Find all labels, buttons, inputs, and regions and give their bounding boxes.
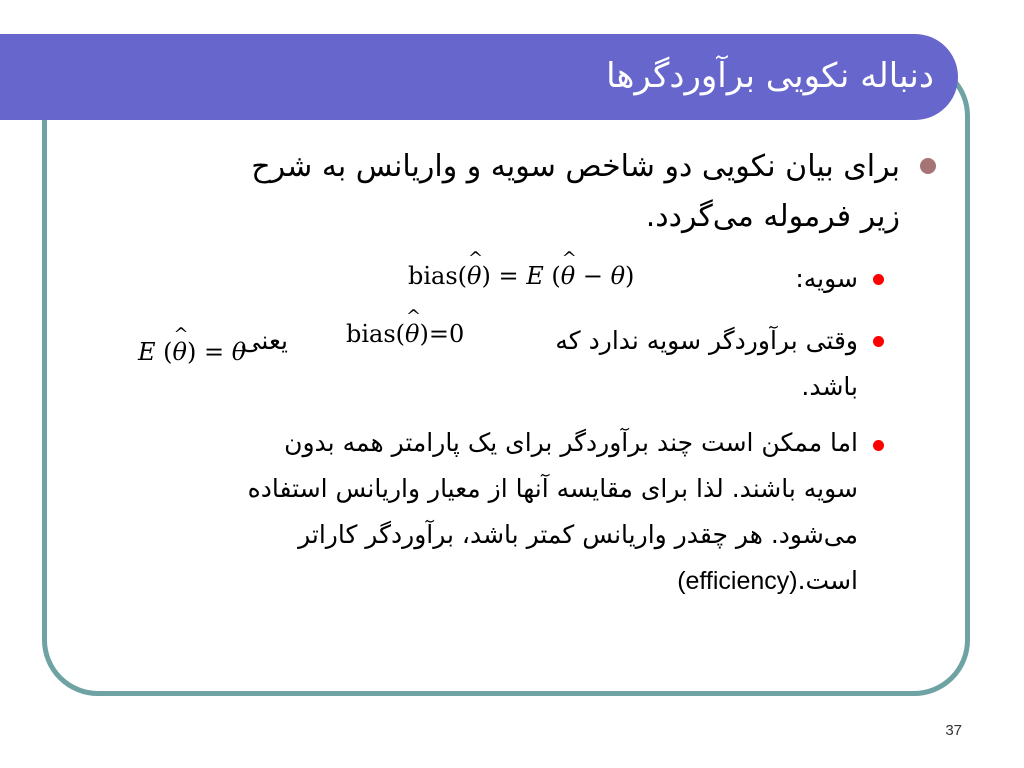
bias-formula-prefix: bias( — [408, 262, 468, 290]
variance-text — [98, 420, 858, 604]
bias-formula-minus: − — [575, 262, 611, 290]
bias-formula-mid: ) = — [481, 262, 527, 290]
variance-line-1: اما ممکن است چند برآوردگر برای یک پارامتر همه بدون — [284, 428, 858, 457]
bias-label: سویه: — [795, 264, 858, 293]
unbiased-line-2: باشد. — [801, 372, 858, 401]
expectation-symbol: E — [526, 262, 544, 290]
unbiased-bias-formula — [346, 320, 464, 348]
sub-bullet-dot-variance — [873, 440, 884, 451]
main-bullet-dot — [920, 158, 936, 174]
main-bullet-line-1: برای بیان نکویی دو شاخص سویه و واریانس به شرح — [251, 149, 900, 184]
expectation-symbol-2: E — [138, 338, 156, 366]
yani-text: یعنی — [240, 326, 288, 355]
theta-hat-symbol-3: ^ θ — [405, 320, 419, 348]
expectation-open: ( — [155, 338, 173, 366]
expectation-close: ) = — [186, 338, 232, 366]
theta-symbol: θ — [610, 262, 626, 290]
unbiased-text: وقتی برآوردگر سویه ندارد که — [555, 326, 858, 355]
variance-line-3: می‌شود. هر چقدر واریانس کمتر باشد، برآوردگر کاراتر — [298, 520, 858, 549]
unbiased-bias-suffix: )=0 — [419, 320, 465, 348]
theta-symbol-2: θ — [231, 338, 247, 366]
expectation-formula — [138, 338, 246, 366]
sub-bullet-dot-bias — [873, 274, 884, 285]
efficiency-term: (efficiency) — [677, 567, 798, 595]
theta-hat-symbol-2: ^ θ — [561, 262, 575, 290]
sub-bullet-dot-unbiased — [873, 336, 884, 347]
theta-hat-symbol: ^ θ — [467, 262, 481, 290]
bias-formula-close: ) — [625, 262, 635, 290]
variance-line-2: سویه باشند. لذا برای مقایسه آنها از معیار واریانس استفاده — [247, 474, 858, 503]
bias-formula-open: ( — [543, 262, 561, 290]
main-bullet-text — [100, 142, 900, 242]
slide-number: 37 — [945, 722, 962, 739]
variance-line-4 — [98, 558, 858, 604]
unbiased-bias-prefix: bias( — [346, 320, 406, 348]
variance-line-4-fa: است. — [797, 566, 858, 595]
slide-title: دنباله نکویی برآوردگرها — [606, 56, 934, 96]
bias-formula — [408, 262, 634, 290]
main-bullet-line-2: زیر فرموله می‌گردد. — [645, 199, 900, 234]
theta-hat-symbol-4: ^ θ — [173, 338, 187, 366]
